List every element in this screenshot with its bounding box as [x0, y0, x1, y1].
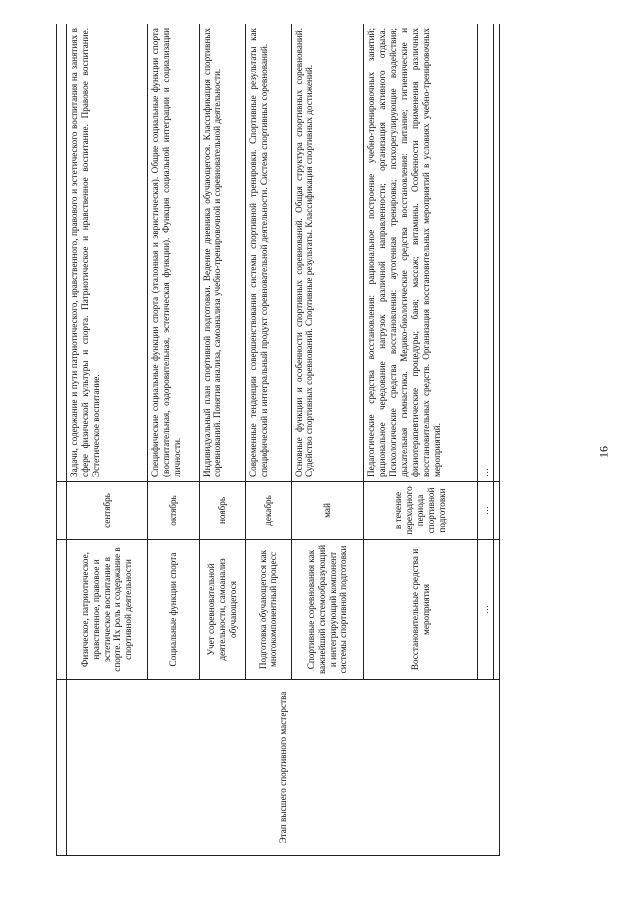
month-cell: май	[291, 482, 364, 540]
content-cell: Специфические социальные функции спорта (эталонная и эвристическая). Общие социальные функции спорта (воспитательная, оздоровительная, эстетическая функции). Функция социальной интеграции и социализации личности.	[148, 24, 200, 482]
month-cell: …	[477, 482, 493, 540]
content-cell: Педагогические средства восстановления: рациональное построение учебно-тренировочных занятий; рациональное чередование нагрузок различной направленности; организация активного отдыха. Психологические средства восстановления: аутогенная тренировка; психорегулирующие воздействия; дыхательная гимнастика. Медико-биологические средства восстановления: питание; гигиенические и физиотерапевтические процедуры; баня; массаж; витамины. Особенности применения различных восстановительных средств. Организация восстановительных мероприятий в условиях учебно-тренировочных мероприятий.	[364, 24, 477, 482]
content-cell: …	[477, 24, 493, 482]
month-cell: ноябрь	[199, 482, 246, 540]
month-cell: в течение переходного периода спортивной подготовки	[364, 482, 477, 540]
topic-cell: Учет соревновательной деятельности, самоанализ обучающегося	[199, 540, 246, 680]
content-cell: Задачи, содержание и пути патриотического, нравственного, правового и эстетического воспитания на занятиях в сфере физической культуры и спорта. Патриотическое и нравственное воспитание. Правовое воспитание. Эстетическое воспитание.	[67, 24, 148, 482]
topic-cell: …	[477, 540, 493, 680]
content-cell: Основные функции и особенности спортивных соревнований. Общая структура спортивных соревнований. Судейство спортивных соревнований. Спортивные результаты. Классификация спортивных достижений.	[291, 24, 364, 482]
page-number: 16	[596, 446, 611, 458]
content-cell: Современные тенденции совершенствования системы спортивной тренировки. Спортивные результаты как специфический и интегральный продукт соревновательной деятельности. Система спортивных соревнований.	[246, 24, 292, 482]
content-cell: Индивидуальный план спортивной подготовки. Ведение дневника обучающегося. Классификация спортивных соревнований. Понятия анализа, самоанализа учебно-тренировочной и соревновательной деятельности.	[199, 24, 246, 482]
program-table	[56, 24, 500, 856]
topic-cell: Физическое, патриотическое, нравственное, правовое и эстетическое воспитание в спорте. Их роль и содержание в спортивной деятельности	[67, 540, 148, 680]
rotated-table-wrapper	[56, 24, 500, 856]
month-cell: октябрь	[148, 482, 200, 540]
table-row	[67, 24, 148, 856]
top-border-row	[57, 24, 67, 856]
topic-cell: Подготовка обучающегося как многокомпонентный процесс	[246, 540, 292, 680]
topic-cell: Восстановительные средства и мероприятия	[364, 540, 477, 680]
month-cell: сентябрь	[67, 482, 148, 540]
topic-cell: Спортивные соревнования как важнейший системообразующий и интегрирующий компонент системы спортивной подготовки	[291, 540, 364, 680]
stage-cell: Этап высшего спортивного мастерства	[67, 680, 500, 856]
stage-cell-top	[57, 680, 67, 856]
topic-cell: Социальные функции спорта	[148, 540, 200, 680]
document-page	[56, 24, 500, 856]
month-cell: декабрь	[246, 482, 292, 540]
